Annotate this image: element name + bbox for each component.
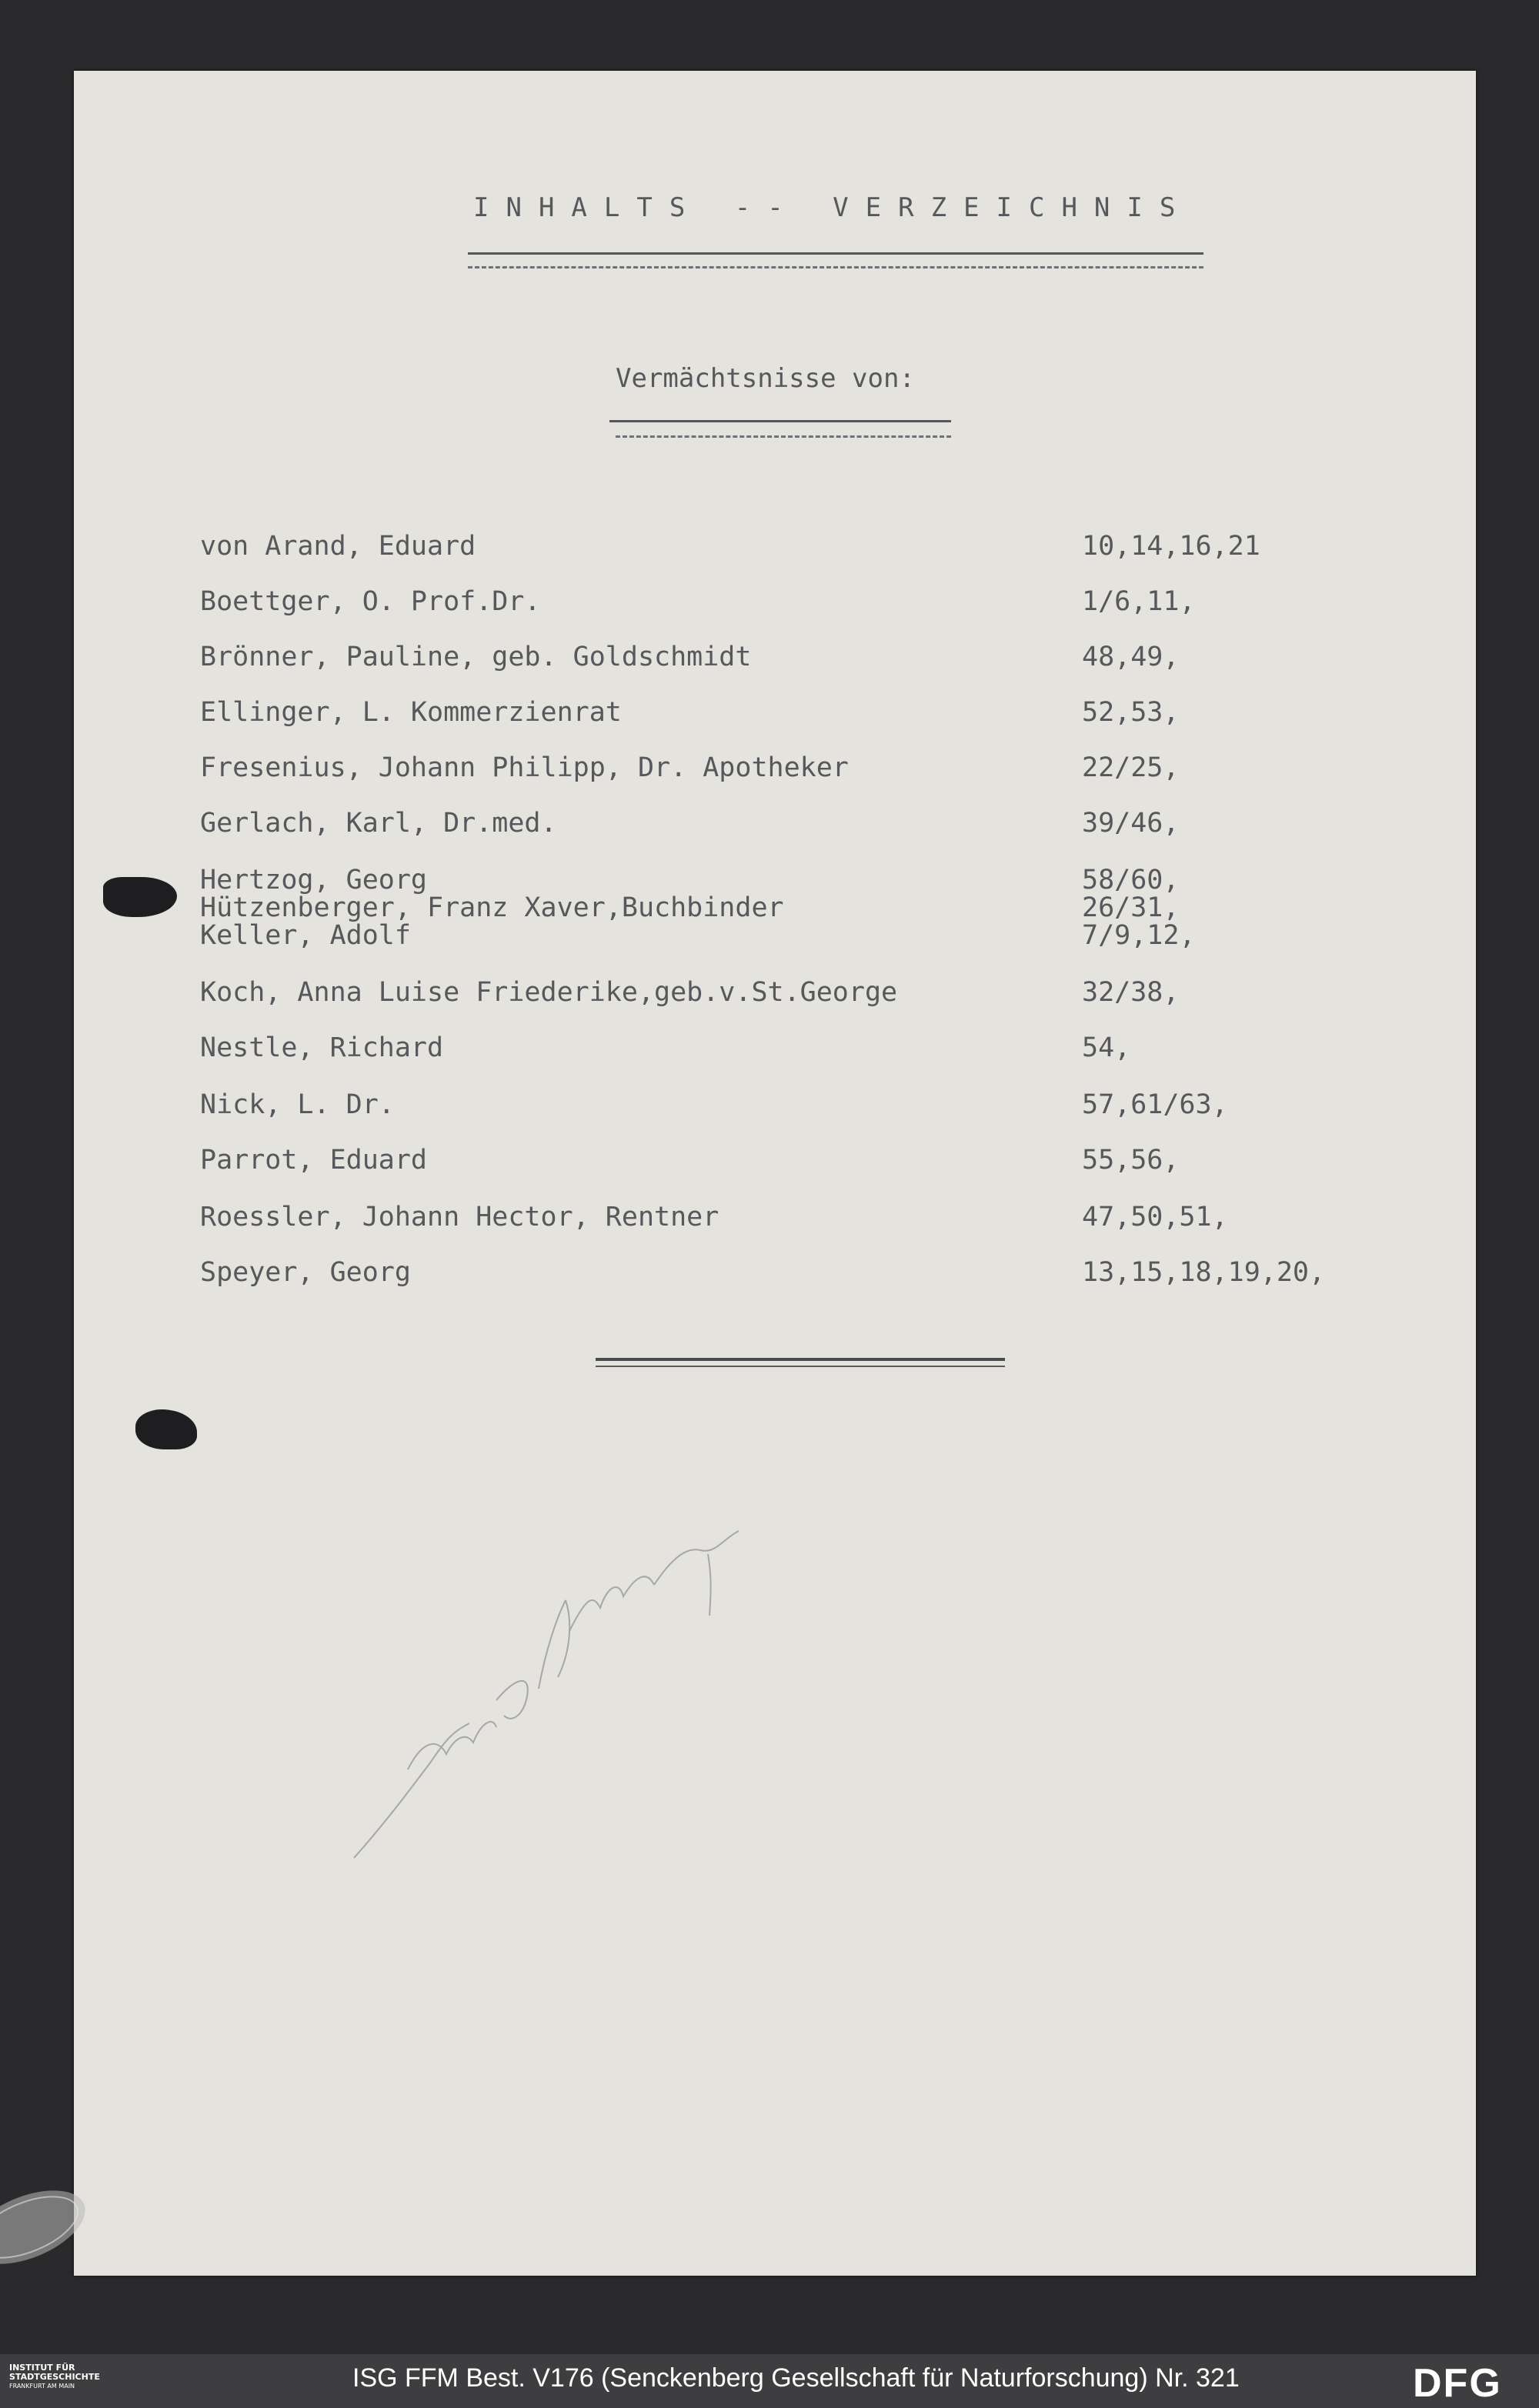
index-entry: [200, 642, 1400, 672]
entry-pages: 26/31,: [1082, 892, 1180, 923]
dfg-logo: DFG: [1413, 2361, 1502, 2406]
entry-name: Koch, Anna Luise Friederike,geb.v.St.George: [200, 977, 898, 1008]
entry-pages: 57,61/63,: [1082, 1089, 1228, 1120]
entry-pages: 22/25,: [1082, 752, 1180, 783]
entry-pages: 7/9,12,: [1082, 920, 1196, 951]
closing-rule-thin: [596, 1366, 1005, 1367]
index-entry: [200, 977, 1400, 1008]
entry-pages: 48,49,: [1082, 642, 1180, 672]
entry-name: Parrot, Eduard: [200, 1145, 428, 1176]
institute-logo: [9, 2363, 100, 2391]
archive-caption: ISG FFM Best. V176 (Senckenberg Gesellschaft für Naturforschung) Nr. 321: [352, 2363, 1240, 2393]
entry-pages: 1/6,11,: [1082, 586, 1196, 617]
index-entry: [200, 531, 1400, 562]
entry-name: Brönner, Pauline, geb. Goldschmidt: [200, 642, 752, 672]
entry-pages: 52,53,: [1082, 697, 1180, 728]
glass-clip: [0, 2185, 100, 2270]
document-title: INHALTS -- VERZEICHNIS: [473, 192, 1193, 223]
section-subtitle: Vermächtsnisse von:: [616, 363, 915, 394]
closing-rule-thick: [596, 1358, 1005, 1361]
entry-pages: 39/46,: [1082, 808, 1180, 839]
title-underline-dashed: [468, 266, 1203, 268]
archive-footer: [0, 2354, 1539, 2408]
entry-name: Speyer, Georg: [200, 1257, 411, 1288]
pencil-annotation: [339, 1508, 800, 1869]
entry-name: Fresenius, Johann Philipp, Dr. Apotheker: [200, 752, 849, 783]
entry-name: Nestle, Richard: [200, 1032, 444, 1063]
index-entry: [200, 1202, 1400, 1232]
institute-line3: FRANKFURT AM MAIN: [9, 2383, 75, 2390]
entry-name: Roessler, Johann Hector, Rentner: [200, 1202, 719, 1232]
entry-name: Boettger, O. Prof.Dr.: [200, 586, 541, 617]
entry-pages: 10,14,16,21: [1082, 531, 1260, 562]
index-entry: [200, 586, 1400, 617]
institute-line1: INSTITUT FÜR: [9, 2363, 75, 2373]
index-entry: [200, 1089, 1400, 1120]
entry-name: Hertzog, Georg: [200, 865, 428, 895]
entry-name: Hützenberger, Franz Xaver,Buchbinder: [200, 892, 784, 923]
title-underline-solid: [468, 252, 1203, 255]
entry-name: von Arand, Eduard: [200, 531, 476, 562]
entry-pages: 13,15,18,19,20,: [1082, 1257, 1326, 1288]
index-entry: [200, 1032, 1400, 1063]
entry-name: Keller, Adolf: [200, 920, 411, 951]
index-entry: [200, 752, 1400, 783]
entry-pages: 47,50,51,: [1082, 1202, 1228, 1232]
subtitle-underline-dashed: [616, 435, 951, 438]
entry-pages: 32/38,: [1082, 977, 1180, 1008]
institute-line2: STADTGESCHICHTE: [9, 2372, 100, 2382]
index-entry: [200, 920, 1400, 951]
index-entry: [200, 1257, 1400, 1288]
index-entry: [200, 808, 1400, 839]
entry-pages: 58/60,: [1082, 865, 1180, 895]
index-entry: [200, 697, 1400, 728]
entry-name: Ellinger, L. Kommerzienrat: [200, 697, 622, 728]
index-entry: [200, 865, 1400, 895]
entry-name: Nick, L. Dr.: [200, 1089, 395, 1120]
entry-pages: 55,56,: [1082, 1145, 1180, 1176]
index-entry: [200, 1145, 1400, 1176]
entry-pages: 54,: [1082, 1032, 1131, 1063]
subtitle-underline-solid: [609, 420, 951, 422]
entry-name: Gerlach, Karl, Dr.med.: [200, 808, 557, 839]
index-entry: [200, 892, 1400, 923]
